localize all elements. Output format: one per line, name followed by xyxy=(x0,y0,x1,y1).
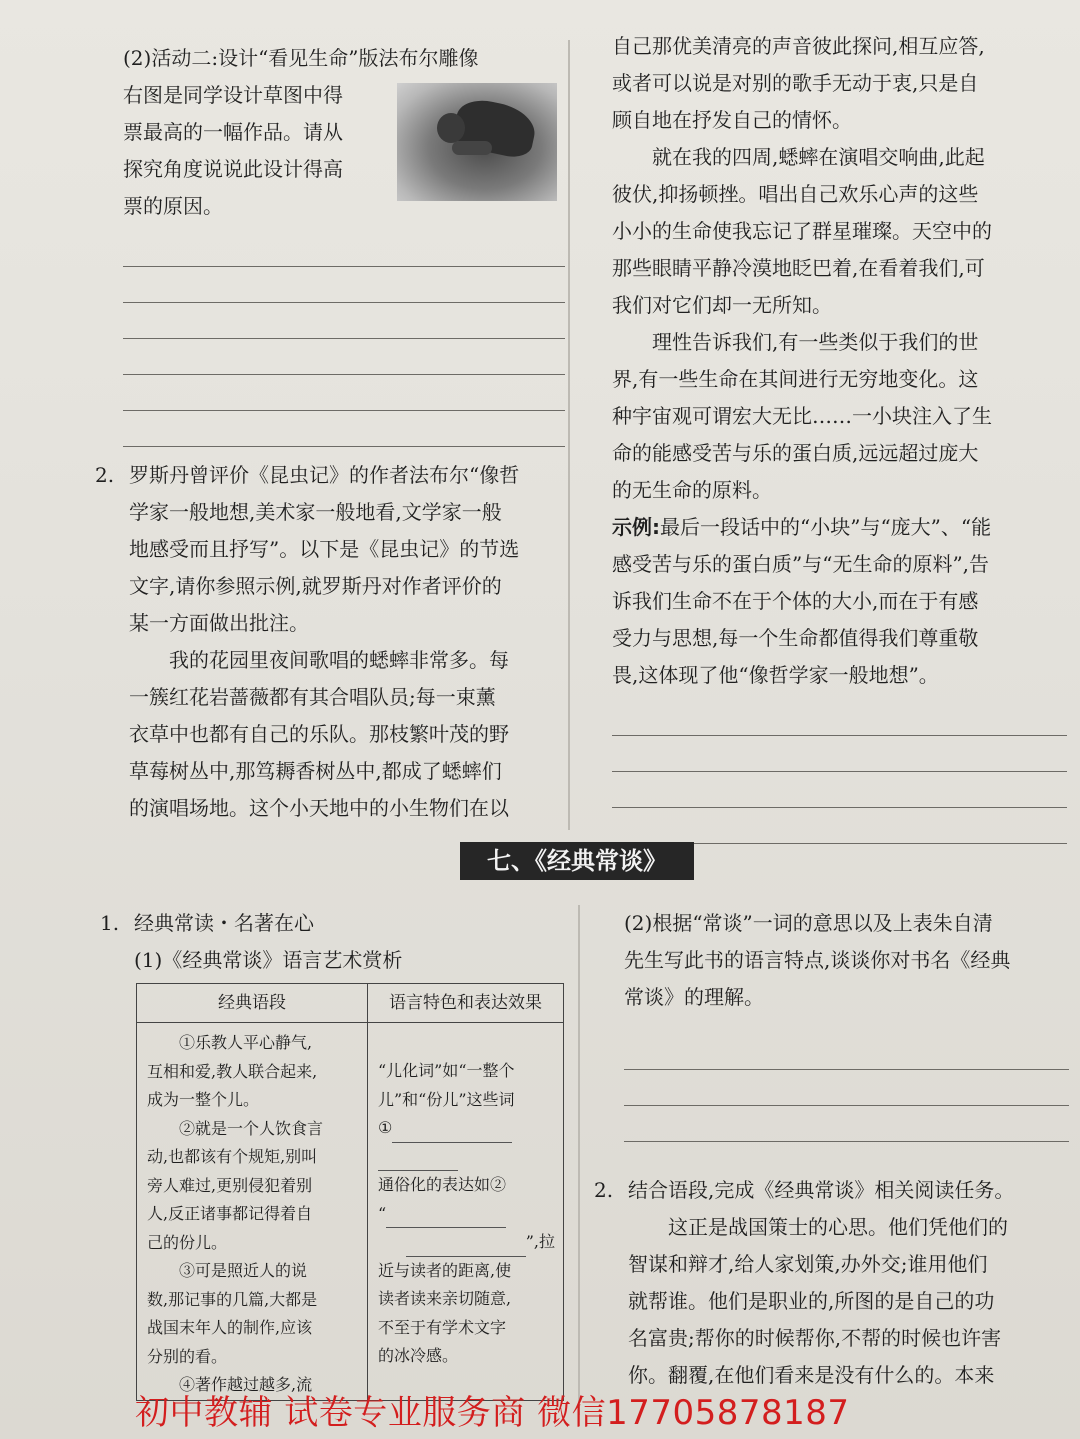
table-cell-effects xyxy=(368,1023,564,1401)
table-row xyxy=(137,1023,564,1401)
answer-lines[interactable] xyxy=(95,231,565,447)
cell-line: 不至于有学术文字 xyxy=(378,1317,507,1337)
answer-lines[interactable] xyxy=(612,700,1067,844)
passage-line: 名富贵;帮你的时候帮你,不帮的时候也许害 xyxy=(628,1326,1002,1350)
cell-line: ①乐教人平心静气, xyxy=(179,1033,313,1052)
answer-line[interactable] xyxy=(624,1070,1069,1106)
example-line: 畏,这体现了他“像哲学家一般地想”。 xyxy=(612,663,939,687)
text-line: 罗斯丹曾评价《昆虫记》的作者法布尔“像哲 xyxy=(129,463,520,487)
appreciation-table xyxy=(136,983,564,1401)
cell-line: “ xyxy=(378,1203,387,1223)
cell-line: 通俗化的表达如② xyxy=(378,1175,507,1194)
column-divider xyxy=(568,40,570,830)
section-title: 七、《经典常谈》 xyxy=(460,842,694,880)
cell-line: ”,拉 xyxy=(525,1232,555,1251)
text-line: 常谈》的理解。 xyxy=(624,985,764,1009)
cell-line: ④著作越过越多,流 xyxy=(179,1375,313,1394)
answer-line[interactable] xyxy=(612,772,1067,808)
passage-line: 彼伏,抑扬顿挫。唱出自己欢乐心声的这些 xyxy=(612,182,979,206)
cell-line: 旁人难过,更别侵犯着别 xyxy=(147,1175,313,1195)
fill-blank-2-cont[interactable] xyxy=(406,1236,526,1257)
passage xyxy=(95,642,565,827)
passage-line: 我的花园里夜间歌唱的蟋蟀非常多。每 xyxy=(169,648,509,672)
cell-line: 成为一整个儿。 xyxy=(147,1090,260,1109)
answer-lines[interactable] xyxy=(594,1034,1069,1142)
cell-line: 儿”和“份儿”这些词 xyxy=(378,1089,515,1109)
example-line: 受力与思想,每一个生命都值得我们尊重敬 xyxy=(612,626,979,650)
activity-block xyxy=(95,77,565,225)
passage-line: 理性告诉我们,有一些类似于我们的世 xyxy=(652,330,979,354)
passage-line: 这正是战国策士的心思。他们凭他们的 xyxy=(668,1215,1008,1239)
text-line: 票的原因。 xyxy=(123,194,223,218)
figure-arm-shape xyxy=(452,141,492,155)
left-column-top xyxy=(95,40,565,827)
cell-line: “儿化词”如“一整个 xyxy=(378,1061,515,1080)
passage-line: 一簇红花岩蔷薇都有其合唱队员;每一束薰 xyxy=(129,685,496,709)
passage-line: 智谋和辩才,给人家划策,办外交;谁用他们 xyxy=(628,1252,988,1276)
passage-line: 种宇宙观可谓宏大无比……一小块注入了生 xyxy=(612,404,992,428)
example-label: 示例: xyxy=(612,515,660,539)
answer-line[interactable] xyxy=(123,267,565,303)
text-line: 右图是同学设计草图中得 xyxy=(123,83,343,107)
table-header: 经典语段 xyxy=(137,984,368,1023)
text-line: 某一方面做出批注。 xyxy=(129,611,309,635)
passage-line: 的无生命的原料。 xyxy=(612,478,772,502)
question-number: 2. xyxy=(594,1178,614,1202)
passage-line: 或者可以说是对别的歌手无动于衷,只是自 xyxy=(612,71,979,95)
passage-line: 你。翻覆,在他们看来是没有什么的。本来 xyxy=(628,1363,995,1387)
question-title: 经典常读・名著在心 xyxy=(134,911,314,935)
passage-line: 自己那优美清亮的声音彼此探问,相互应答, xyxy=(612,34,985,58)
fill-blank-1-cont[interactable] xyxy=(378,1150,458,1171)
figure-head-shape xyxy=(437,113,465,143)
column-divider-lower xyxy=(578,905,580,1415)
activity-title: (2)活动二:设计“看见生命”版法布尔雕像 xyxy=(123,46,479,70)
question-number: 1. xyxy=(100,911,120,935)
cell-line: 己的份儿。 xyxy=(147,1232,228,1252)
example-line: 最后一段话中的“小块”与“庞大”、“能 xyxy=(660,515,992,539)
question-number: 2. xyxy=(95,463,115,487)
cell-line: 数,那记事的几篇,大都是 xyxy=(147,1289,318,1309)
answer-line[interactable] xyxy=(624,1106,1069,1142)
answer-line[interactable] xyxy=(624,1034,1069,1070)
passage-line: 就帮谁。他们是职业的,所图的是自己的功 xyxy=(628,1289,995,1313)
passage-line: 界,有一些生命在其间进行无穷地变化。这 xyxy=(612,367,979,391)
statue-sketch-image xyxy=(397,83,557,201)
question-subtitle: (1)《经典常谈》语言艺术赏析 xyxy=(134,948,403,972)
text-line: 学家一般地想,美术家一般地看,文学家一般 xyxy=(129,500,502,524)
passage-line: 小小的生命使我忘记了群星璀璨。天空中的 xyxy=(612,219,992,243)
answer-line[interactable] xyxy=(123,411,565,447)
answer-line[interactable] xyxy=(612,700,1067,736)
text-line: 探究角度说说此设计得高 xyxy=(123,157,343,181)
passage-line: 命的能感受苦与乐的蛋白质,远远超过庞大 xyxy=(612,441,979,465)
fill-blank-2[interactable] xyxy=(386,1207,506,1228)
text-line: (2)根据“常谈”一词的意思以及上表朱自清 xyxy=(624,911,993,935)
passage-line: 顾自地在抒发自己的情怀。 xyxy=(612,108,852,132)
text-line: 票最高的一幅作品。请从 xyxy=(123,120,343,144)
cell-line: 战国末年人的制作,应该 xyxy=(147,1318,313,1337)
activity-text xyxy=(95,77,383,225)
text-line: 先生写此书的语言特点,谈谈你对书名《经典 xyxy=(624,948,1011,972)
watermark-text: 初中教辅 试卷专业服务商 微信17705878187 xyxy=(135,1393,850,1433)
cell-line: 人,反正诸事都记得着自 xyxy=(147,1204,313,1223)
right-column-bottom xyxy=(594,905,1069,1394)
passage-line: 衣草中也都有自己的乐队。那枝繁叶茂的野 xyxy=(129,722,509,746)
cell-line: 近与读者的距离,使 xyxy=(378,1260,512,1280)
table-header-row xyxy=(137,984,564,1023)
answer-line[interactable] xyxy=(123,339,565,375)
answer-line[interactable] xyxy=(612,736,1067,772)
cell-line: ③可是照近人的说 xyxy=(179,1261,308,1280)
example-line: 感受苦与乐的蛋白质”与“无生命的原料”,告 xyxy=(612,552,990,576)
left-column-bottom xyxy=(100,905,565,1401)
passage xyxy=(594,1209,1069,1394)
passage-line: 就在我的四周,蟋蟀在演唱交响曲,此起 xyxy=(652,145,985,169)
cell-line: 读者读来亲切随意, xyxy=(378,1289,512,1308)
question-2 xyxy=(95,457,565,827)
table-header: 语言特色和表达效果 xyxy=(368,984,564,1023)
example-line: 诉我们生命不在于个体的大小,而在于有感 xyxy=(612,589,979,613)
passage-line: 那些眼睛平静冷漠地眨巴着,在看着我们,可 xyxy=(612,256,985,280)
cell-line: 分别的看。 xyxy=(147,1346,228,1366)
cell-line: ②就是一个人饮食言 xyxy=(179,1118,324,1138)
passage-line: 草莓树丛中,那笃耨香树丛中,都成了蟋蟀们 xyxy=(129,759,502,783)
cell-line: 互相和爱,教人联合起来, xyxy=(147,1061,318,1081)
fill-blank-1[interactable] xyxy=(392,1122,512,1143)
text-line: 文字,请你参照示例,就罗斯丹对作者评价的 xyxy=(129,574,502,598)
answer-line[interactable] xyxy=(123,303,565,339)
cell-line: ① xyxy=(378,1118,393,1137)
table-cell-quotes xyxy=(137,1023,368,1401)
passage-line: 我们对它们却一无所知。 xyxy=(612,293,832,317)
cell-line: 的冰冷感。 xyxy=(378,1346,459,1365)
text-line: 地感受而且抒写”。以下是《昆虫记》的节选 xyxy=(129,537,520,561)
question-title: 结合语段,完成《经典常谈》相关阅读任务。 xyxy=(628,1178,1015,1202)
passage-line: 的演唱场地。这个小天地中的小生物们在以 xyxy=(129,796,509,820)
answer-line[interactable] xyxy=(612,808,1067,844)
answer-line[interactable] xyxy=(123,231,565,267)
answer-line[interactable] xyxy=(123,375,565,411)
right-column-top xyxy=(612,28,1067,844)
cell-line: 动,也都该有个规矩,别叫 xyxy=(147,1147,318,1166)
